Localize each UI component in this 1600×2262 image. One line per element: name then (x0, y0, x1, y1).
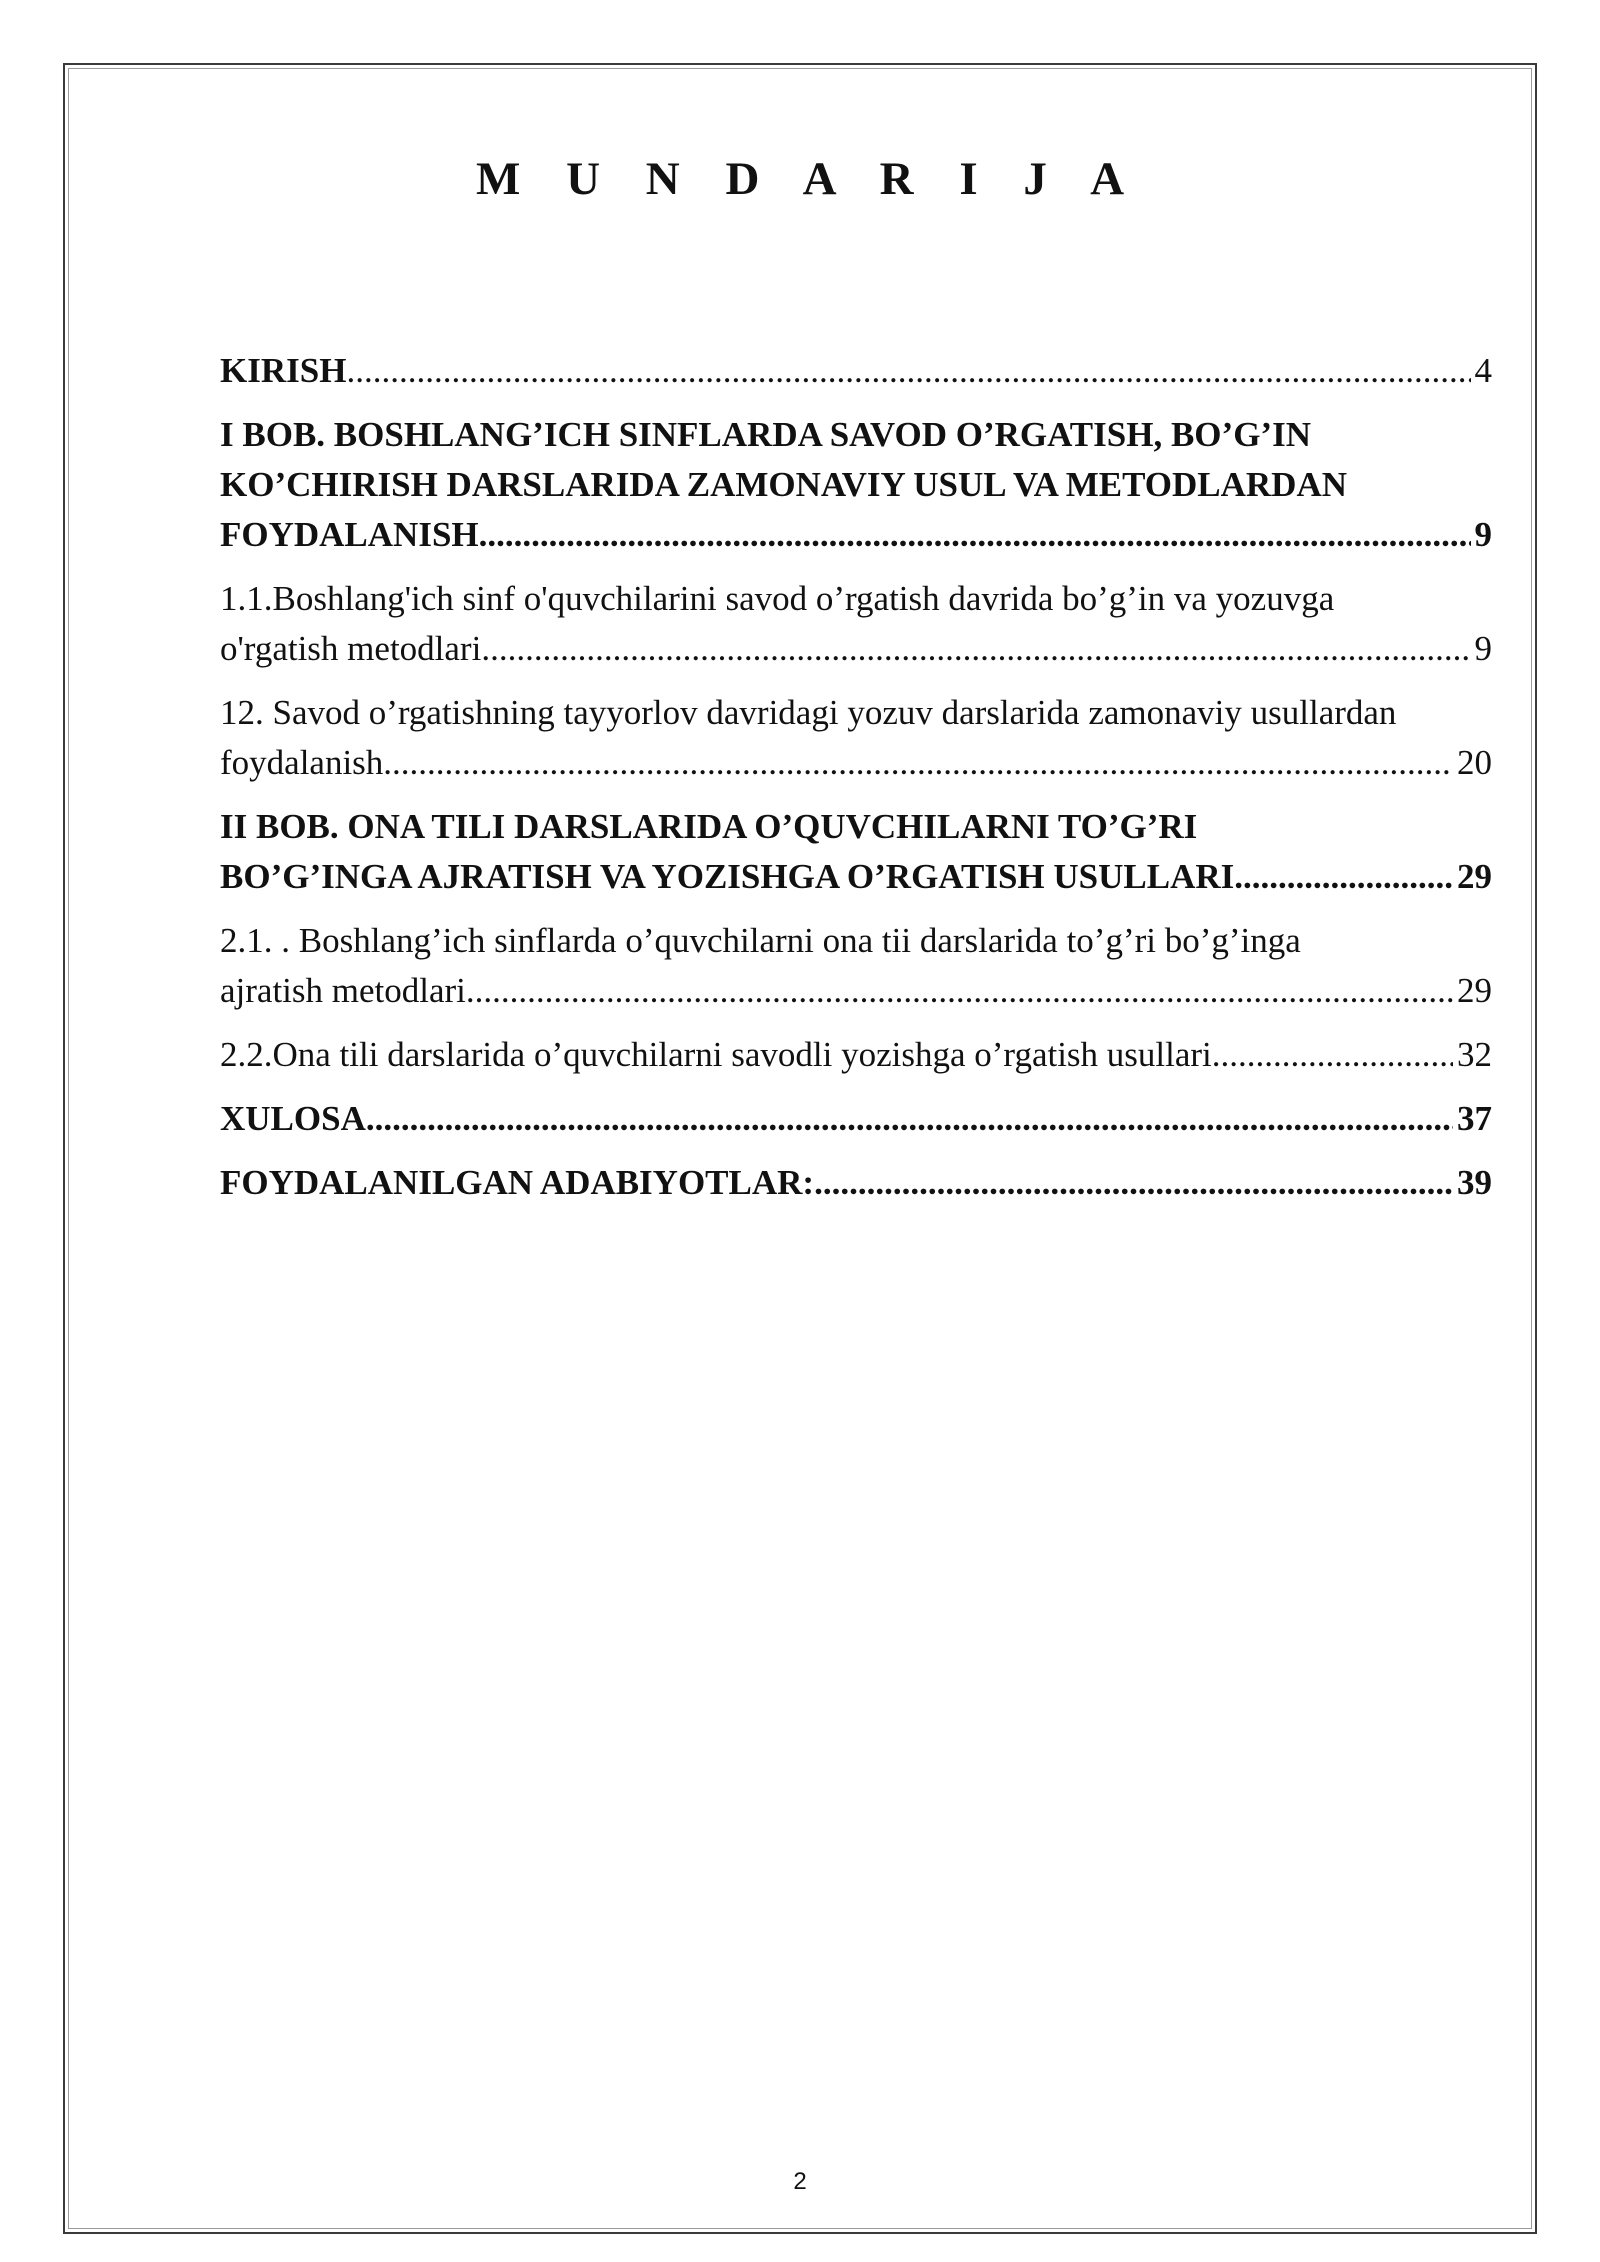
toc-entry-xulosa[interactable] (220, 1094, 1492, 1144)
toc-page-number: 39 (1457, 1163, 1492, 1202)
toc-entry-label: II BOB. ONA TILI DARSLARIDA O’QUVCHILARNI TO’G’RI (220, 807, 1198, 846)
toc-entry-label: KIRISH (220, 351, 347, 390)
toc-leader-dots (346, 346, 1470, 396)
toc-entry-label: FOYDALANILGAN ADABIYOTLAR: (220, 1163, 815, 1202)
table-of-contents (220, 346, 1492, 1222)
toc-leader-dots (383, 738, 1453, 788)
toc-leader-dots (814, 1158, 1453, 1208)
toc-leader-dots (1234, 852, 1453, 902)
toc-entry-label: o'rgatish metodlari (220, 629, 482, 668)
toc-page-number: 37 (1457, 1099, 1492, 1138)
toc-leader-dots (1212, 1030, 1453, 1080)
toc-page-number: 29 (1457, 971, 1492, 1010)
toc-entry-label: FOYDALANISH (220, 515, 479, 554)
toc-entry-kirish[interactable] (220, 346, 1492, 396)
toc-leader-dots (466, 966, 1453, 1016)
toc-entry-label: 2.2.Ona tili darslarida o’quvchilarni savodli yozishga o’rgatish usullari (220, 1035, 1212, 1074)
toc-leader-dots (479, 510, 1471, 560)
toc-page-number: 9 (1474, 629, 1492, 668)
toc-page-number: 4 (1474, 351, 1492, 390)
toc-entry-label: 1.1.Boshlang'ich sinf o'quvchilarini savod o’rgatish davrida bo’g’in va yozuvga (220, 579, 1335, 618)
toc-entry-label: 12. Savod o’rgatishning tayyorlov davridagi yozuv darslarida zamonaviy usullardan (220, 693, 1397, 732)
toc-entry-label: KO’CHIRISH DARSLARIDA ZAMONAVIY USUL VA METODLARDAN (220, 465, 1348, 504)
toc-entry-chapter-1[interactable] (220, 410, 1492, 560)
toc-entry-section-1-1[interactable] (220, 574, 1492, 674)
toc-entry-adabiyotlar[interactable] (220, 1158, 1492, 1208)
page-number: 2 (793, 2168, 807, 2195)
toc-entry-label: BO’G’INGA AJRATISH VA YOZISHGA O’RGATISH USULLARI (220, 857, 1235, 896)
toc-entry-label: XULOSA (220, 1099, 366, 1138)
toc-entry-label: foydalanish (220, 743, 384, 782)
toc-entry-section-2-1[interactable] (220, 916, 1492, 1016)
toc-page-number: 9 (1474, 515, 1492, 554)
document-title: M U N D A R I J A (475, 153, 1142, 205)
toc-page-number: 20 (1457, 743, 1492, 782)
toc-entry-section-1-2[interactable] (220, 688, 1492, 788)
toc-page-number: 32 (1457, 1035, 1492, 1074)
toc-entry-label: ajratish metodlari (220, 971, 466, 1010)
toc-entry-label: I BOB. BOSHLANG’ICH SINFLARDA SAVOD O’RGATISH, BO’G’IN (220, 415, 1311, 454)
toc-entry-section-2-2[interactable] (220, 1030, 1492, 1080)
toc-entry-label: 2.1. . Boshlang’ich sinflarda o’quvchilarni ona tii darslarida to’g’ri bo’g’inga (220, 921, 1301, 960)
toc-leader-dots (481, 624, 1470, 674)
toc-leader-dots (366, 1094, 1453, 1144)
toc-page-number: 29 (1457, 857, 1492, 896)
toc-entry-chapter-2[interactable] (220, 802, 1492, 902)
